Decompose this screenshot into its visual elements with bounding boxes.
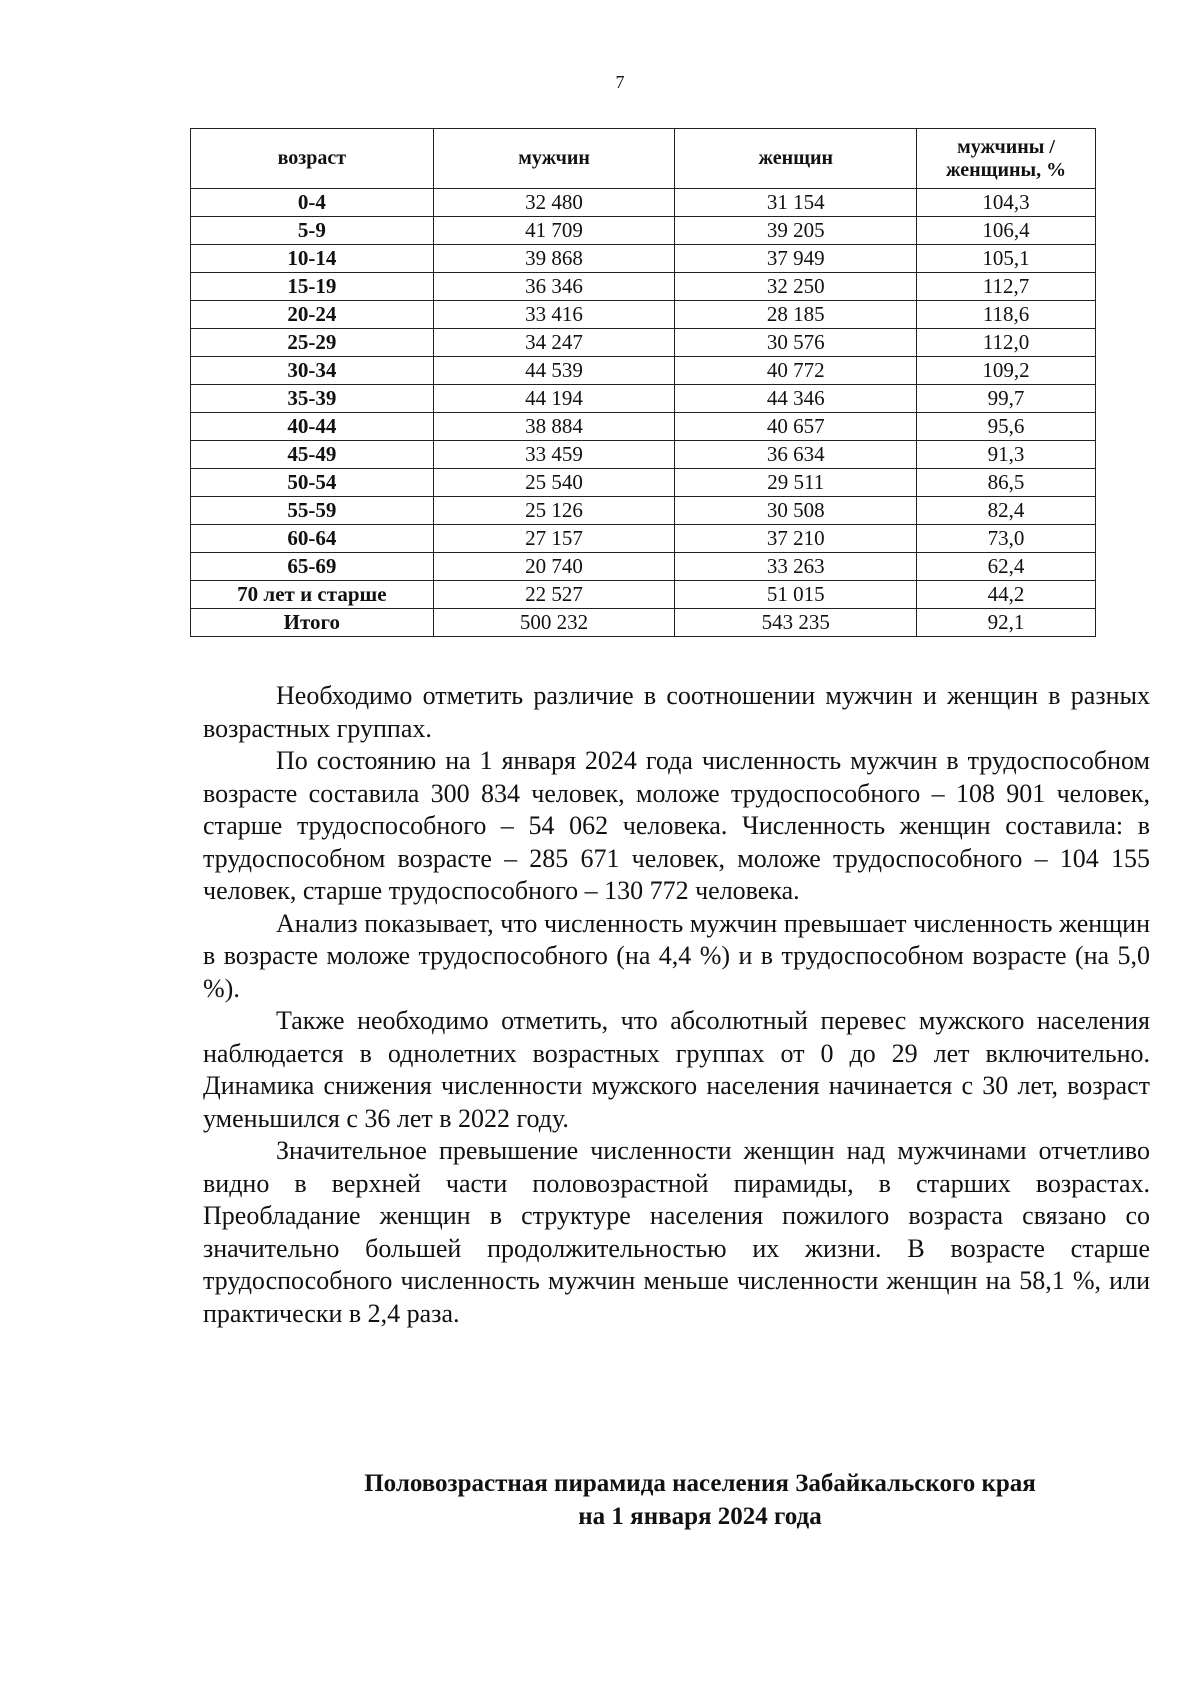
men-cell: 500 232 (433, 609, 675, 637)
men-cell: 38 884 (433, 413, 675, 441)
caption-line-1: Половозрастная пирамида населения Забайкальского края (364, 1470, 1036, 1497)
men-cell: 39 868 (433, 245, 675, 273)
paragraph: Необходимо отметить различие в соотношении мужчин и женщин в разных возрастных группах. (203, 681, 1150, 743)
age-cell: 15-19 (191, 273, 434, 301)
women-cell: 32 250 (675, 273, 917, 301)
women-cell: 33 263 (675, 553, 917, 581)
table-body (191, 189, 1096, 637)
table-row (191, 273, 1096, 301)
women-cell: 30 576 (675, 329, 917, 357)
ratio-cell: 95,6 (917, 413, 1096, 441)
women-cell: 37 949 (675, 245, 917, 273)
body-text (203, 680, 1150, 1330)
table-row (191, 553, 1096, 581)
age-cell: 35-39 (191, 385, 434, 413)
page-number: 7 (615, 72, 625, 92)
table-row (191, 357, 1096, 385)
ratio-cell: 73,0 (917, 525, 1096, 553)
age-cell: 60-64 (191, 525, 434, 553)
women-cell: 51 015 (675, 581, 917, 609)
women-cell: 44 346 (675, 385, 917, 413)
men-cell: 25 126 (433, 497, 675, 525)
age-cell: 40-44 (191, 413, 434, 441)
header-ratio: мужчины / женщины, % (917, 129, 1096, 189)
men-cell: 34 247 (433, 329, 675, 357)
ratio-cell: 105,1 (917, 245, 1096, 273)
women-cell: 40 772 (675, 357, 917, 385)
table-row (191, 329, 1096, 357)
men-cell: 44 539 (433, 357, 675, 385)
ratio-cell: 112,7 (917, 273, 1096, 301)
women-cell: 543 235 (675, 609, 917, 637)
age-cell: 50-54 (191, 469, 434, 497)
age-cell: 10-14 (191, 245, 434, 273)
women-cell: 28 185 (675, 301, 917, 329)
ratio-cell: 92,1 (917, 609, 1096, 637)
ratio-cell: 91,3 (917, 441, 1096, 469)
age-cell: 0-4 (191, 189, 434, 217)
paragraph: По состоянию на 1 января 2024 года численность мужчин в трудоспособном возрасте составила 300 834 человек, моложе трудоспособного – 108 901 человек, старше трудоспособного – 54 062 человека. Численность женщин составила: в трудоспособном возрасте – 285 671 человек, моложе трудоспособного – 104 155 человек, старше трудоспособного – 130 772 человека. (203, 746, 1150, 905)
table-row (191, 217, 1096, 245)
age-cell: 65-69 (191, 553, 434, 581)
ratio-cell: 99,7 (917, 385, 1096, 413)
table-row (191, 525, 1096, 553)
table-row (191, 385, 1096, 413)
men-cell: 22 527 (433, 581, 675, 609)
table-row (191, 245, 1096, 273)
population-table (190, 128, 1096, 637)
ratio-cell: 106,4 (917, 217, 1096, 245)
men-cell: 41 709 (433, 217, 675, 245)
women-cell: 39 205 (675, 217, 917, 245)
age-cell: 70 лет и старше (191, 581, 434, 609)
table-row (191, 497, 1096, 525)
table-row (191, 609, 1096, 637)
women-cell: 37 210 (675, 525, 917, 553)
age-cell: 25-29 (191, 329, 434, 357)
age-cell: 20-24 (191, 301, 434, 329)
age-cell: Итого (191, 609, 434, 637)
table-header-row (191, 129, 1096, 189)
men-cell: 27 157 (433, 525, 675, 553)
ratio-cell: 109,2 (917, 357, 1096, 385)
men-cell: 36 346 (433, 273, 675, 301)
men-cell: 33 416 (433, 301, 675, 329)
header-women: женщин (675, 129, 917, 189)
paragraph: Также необходимо отметить, что абсолютный перевес мужского населения наблюдается в однолетних возрастных группах от 0 до 29 лет включительно. Динамика снижения численности мужского населения начинается с 30 лет, возраст уменьшился с 36 лет в 2022 году. (203, 1006, 1150, 1133)
ratio-cell: 82,4 (917, 497, 1096, 525)
table-row (191, 189, 1096, 217)
ratio-cell: 104,3 (917, 189, 1096, 217)
men-cell: 32 480 (433, 189, 675, 217)
ratio-cell: 86,5 (917, 469, 1096, 497)
women-cell: 30 508 (675, 497, 917, 525)
women-cell: 36 634 (675, 441, 917, 469)
header-men: мужчин (433, 129, 675, 189)
men-cell: 25 540 (433, 469, 675, 497)
table-row (191, 301, 1096, 329)
age-cell: 45-49 (191, 441, 434, 469)
ratio-cell: 112,0 (917, 329, 1096, 357)
women-cell: 31 154 (675, 189, 917, 217)
age-cell: 55-59 (191, 497, 434, 525)
ratio-cell: 62,4 (917, 553, 1096, 581)
table-row (191, 441, 1096, 469)
age-cell: 30-34 (191, 357, 434, 385)
figure-caption (300, 1467, 1100, 1533)
paragraph: Анализ показывает, что численность мужчин превышает численность женщин в возрасте моложе трудоспособного (на 4,4 %) и в трудоспособном возрасте (на 5,0 %). (203, 908, 1150, 1003)
women-cell: 40 657 (675, 413, 917, 441)
women-cell: 29 511 (675, 469, 917, 497)
header-age: возраст (191, 129, 434, 189)
age-cell: 5-9 (191, 217, 434, 245)
men-cell: 44 194 (433, 385, 675, 413)
men-cell: 20 740 (433, 553, 675, 581)
ratio-cell: 44,2 (917, 581, 1096, 609)
paragraph: Значительное превышение численности женщин над мужчинами отчетливо видно в верхней части половозрастной пирамиды, в старших возрастах. Преобладание женщин в структуре населения пожилого возраста связано со значительно большей продолжительностью их жизни. В возрасте старше трудоспособного численность мужчин меньше численности женщин на 58,1 %, или практически в 2,4 раза. (203, 1136, 1150, 1328)
table-row (191, 581, 1096, 609)
table-row (191, 469, 1096, 497)
ratio-cell: 118,6 (917, 301, 1096, 329)
table-row (191, 413, 1096, 441)
men-cell: 33 459 (433, 441, 675, 469)
caption-line-2: на 1 января 2024 года (578, 1503, 822, 1530)
